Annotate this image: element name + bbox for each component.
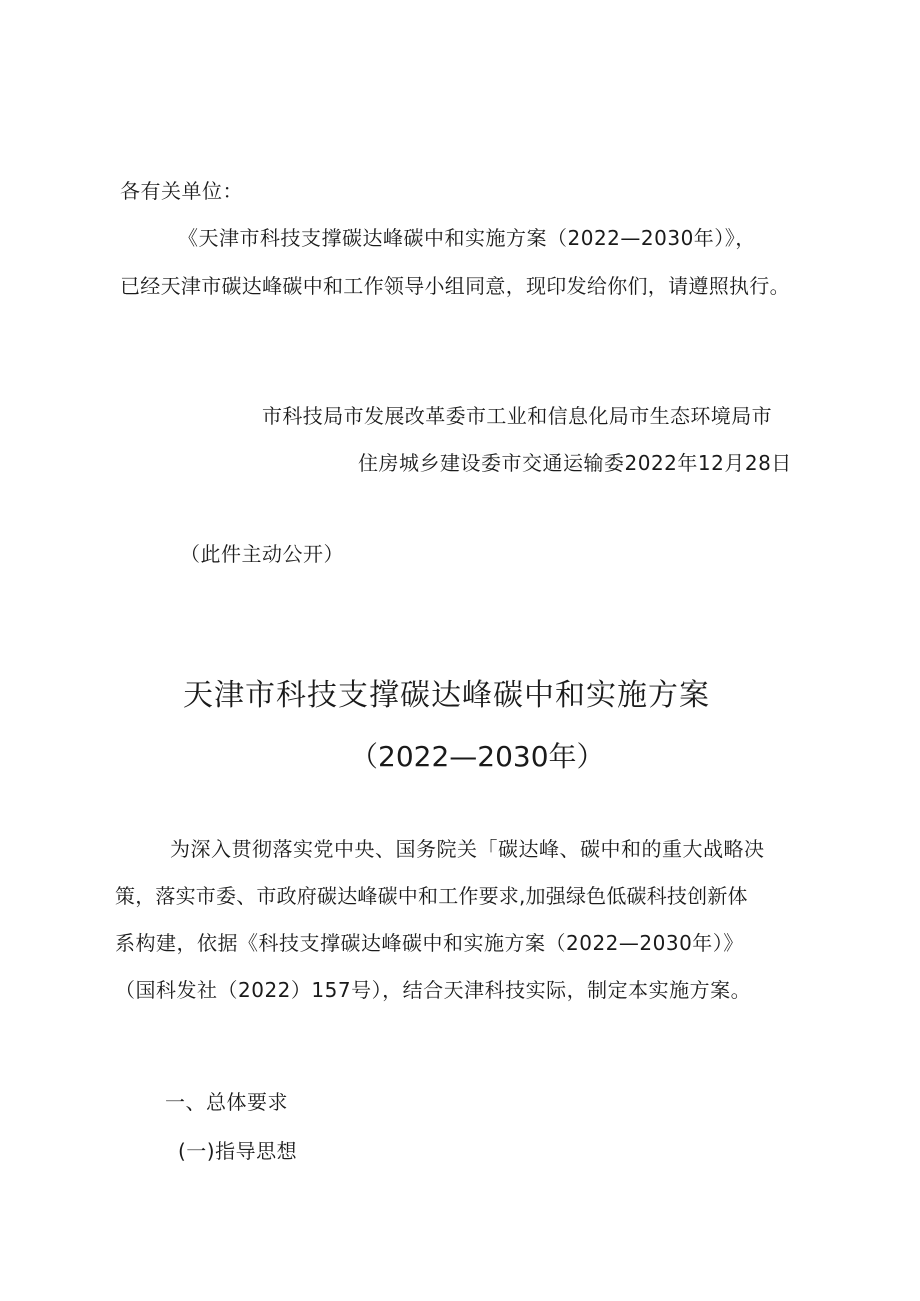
intro-line-3: 系构建，依据《科技支撑碳达峰碳中和实施方案（2022—2030年）》 [115,931,744,955]
disclosure-note: （此件主动公开） [180,542,344,566]
document-title: 天津市科技支撑碳达峰碳中和实施方案 [183,678,710,713]
document-subtitle: （2022—2030年） [350,740,605,773]
signature-line-1: 市科技局市发展改革委市工业和信息化局市生态环境局市 [262,404,772,428]
notice-body-line-2: 已经天津市碳达峰碳中和工作领导小组同意，现印发给你们，请遵照执行。 [120,274,790,298]
intro-line-2: 策，落实市委、市政府碳达峰碳中和工作要求,加强绿色低碳科技创新体 [115,884,748,908]
notice-body-line-1: 《天津市科技支撑碳达峰碳中和实施方案（2022—2030年）》， [178,226,756,250]
intro-line-4: （国科发社（2022）157号），结合天津科技实际，制定本实施方案。 [115,978,752,1002]
signature-line-2: 住房城乡建设委市交通运输委2022年12月28日 [358,451,792,475]
subsection-heading-1: (一)指导思想 [178,1139,298,1163]
section-heading-1: 一、总体要求 [165,1090,288,1114]
salutation: 各有关单位： [120,179,243,203]
intro-line-1: 为深入贯彻落实党中央、国务院关「碳达峰、碳中和的重大战略决 [170,837,765,861]
